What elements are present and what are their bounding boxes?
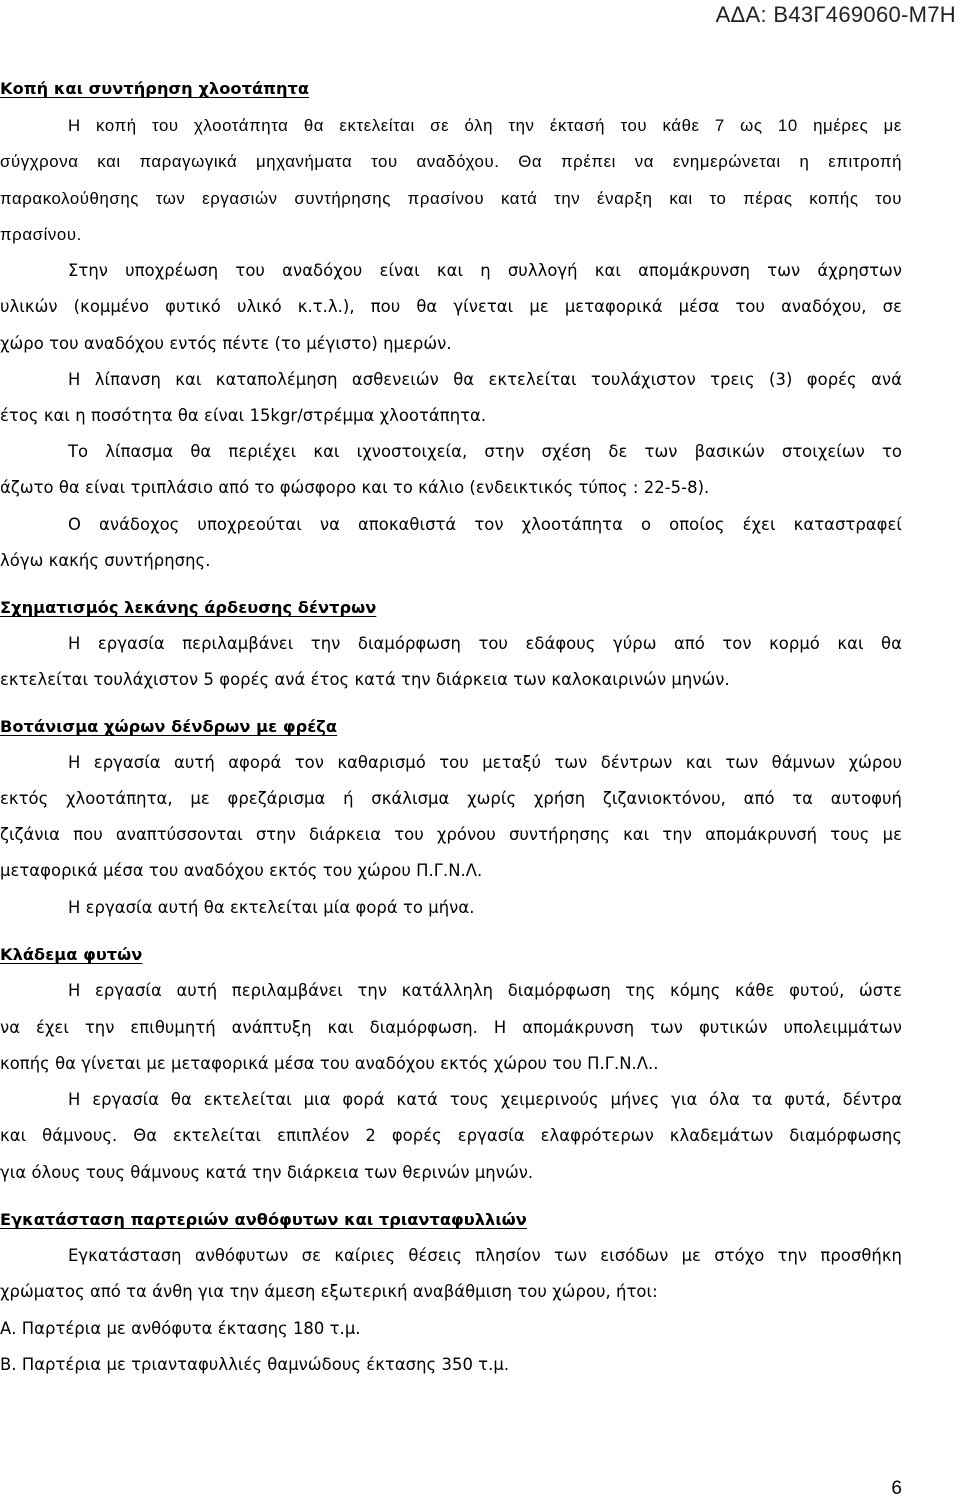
text-line: άζωτο θα είναι τριπλάσιο από το φώσφορο και το κάλιο (ενδεικτικός τύπος : 22-5-8). bbox=[0, 478, 710, 497]
text-line: έτος και η ποσότητα θα είναι 15kgr/στρέμμα χλοοτάπητα. bbox=[0, 406, 487, 425]
text-line: εκτός χλοοτάπητα, με φρεζάρισμα ή σκάλισμα χωρίς χρήση ζιζανιοκτόνου, από τα αυτοφυή bbox=[0, 789, 902, 808]
text-line: Η εργασία αυτή θα εκτελείται μία φορά το μήνα. bbox=[68, 898, 475, 917]
text-line: να έχει την επιθυμητή ανάπτυξη και διαμόρφωση. Η απομάκρυνση των φυτικών υπολειμμάτων bbox=[0, 1018, 902, 1037]
text-line: χώρο του αναδόχου εντός πέντε (το μέγιστο) ημερών. bbox=[0, 334, 452, 353]
text-line: μεταφορικά μέσα του αναδόχου εκτός του χώρου Π.Γ.Ν.Λ. bbox=[0, 861, 483, 880]
ada-code: ΑΔΑ: Β43Γ469060-Μ7Η bbox=[715, 2, 956, 27]
text-line: και θάμνους. Θα εκτελείται επιπλέον 2 φορές εργασία ελαφρότερων κλαδεμάτων διαμόρφωσης bbox=[0, 1126, 902, 1145]
section-heading: Κοπή και συντήρηση χλοοτάπητα bbox=[0, 79, 310, 98]
text-line: Ο ανάδοχος υποχρεούται να αποκαθιστά τον χλοοτάπητα ο οποίος έχει καταστραφεί bbox=[68, 515, 902, 534]
text-line: σύγχρονα και παραγωγικά μηχανήματα του αναδόχου. Θα πρέπει να ενημερώνεται η επιτροπή bbox=[0, 152, 902, 171]
text-line: Η εργασία αυτή περιλαμβάνει την κατάλληλη διαμόρφωση της κόμης κάθε φυτού, ώστε bbox=[68, 981, 902, 1000]
text-line: κοπής θα γίνεται με μεταφορικά μέσα του αναδόχου εκτός χώρου του Π.Γ.Ν.Λ.. bbox=[0, 1054, 659, 1073]
text-line: για όλους τους θάμνους κατά την διάρκεια των θερινών μηνών. bbox=[0, 1163, 534, 1182]
list-item: Β. Παρτέρια με τριανταφυλλιές θαμνώδους έκτασης 350 τ.μ. bbox=[0, 1355, 510, 1374]
text-line: εκτελείται τουλάχιστον 5 φορές ανά έτος κατά την διάρκεια των καλοκαιρινών μηνών. bbox=[0, 670, 730, 689]
text-line: ζιζάνια που αναπτύσσονται στην διάρκεια του χρόνου συντήρησης και την απομάκρυνσή τους με bbox=[0, 825, 902, 844]
text-line: λόγω κακής συντήρησης. bbox=[0, 551, 211, 570]
text-line: παρακολούθησης των εργασιών συντήρησης πρασίνου κατά την έναρξη και το πέρας κοπής του bbox=[0, 189, 902, 208]
text-line: Η εργασία θα εκτελείται μια φορά κατά τους χειμερινούς μήνες για όλα τα φυτά, δέντρα bbox=[68, 1090, 902, 1109]
text-line: Εγκατάσταση ανθόφυτων σε καίριες θέσεις πλησίον των εισόδων με στόχο την προσθήκη bbox=[68, 1246, 902, 1265]
text-line: Η λίπανση και καταπολέμηση ασθενειών θα εκτελείται τουλάχιστον τρεις (3) φορές ανά bbox=[68, 370, 902, 389]
text-line: Στην υποχρέωση του αναδόχου είναι και η συλλογή και απομάκρυνση των άχρηστων bbox=[68, 261, 902, 280]
text-line: πρασίνου. bbox=[0, 225, 82, 244]
section-heading: Κλάδεμα φυτών bbox=[0, 945, 143, 964]
text-line: χρώματος από τα άνθη για την άμεση εξωτερική αναβάθμιση του χώρου, ήτοι: bbox=[0, 1282, 658, 1301]
text-line: Η κοπή του χλοοτάπητα θα εκτελείται σε όλη την έκτασή του κάθε 7 ως 10 ημέρες με bbox=[68, 116, 902, 135]
text-line: υλικών (κομμένο φυτικό υλικό κ.τ.λ.), που θα γίνεται με μεταφορικά μέσα του αναδόχου, σε bbox=[0, 297, 902, 316]
text-line: Η εργασία αυτή αφορά τον καθαρισμό του μεταξύ των δέντρων και των θάμνων χώρου bbox=[68, 753, 902, 772]
text-line: Η εργασία περιλαμβάνει την διαμόρφωση του εδάφους γύρω από τον κορμό και θα bbox=[68, 634, 902, 653]
page-number: 6 bbox=[891, 1478, 902, 1499]
section-heading: Βοτάνισμα χώρων δένδρων με φρέζα bbox=[0, 717, 338, 736]
list-item: Α. Παρτέρια με ανθόφυτα έκτασης 180 τ.μ. bbox=[0, 1319, 361, 1338]
section-heading: Σχηματισμός λεκάνης άρδευσης δέντρων bbox=[0, 598, 377, 617]
text-line: Το λίπασμα θα περιέχει και ιχνοστοιχεία, στην σχέση δε των βασικών στοιχείων το bbox=[68, 442, 902, 461]
section-heading: Εγκατάσταση παρτεριών ανθόφυτων και τριανταφυλλιών bbox=[0, 1210, 527, 1229]
